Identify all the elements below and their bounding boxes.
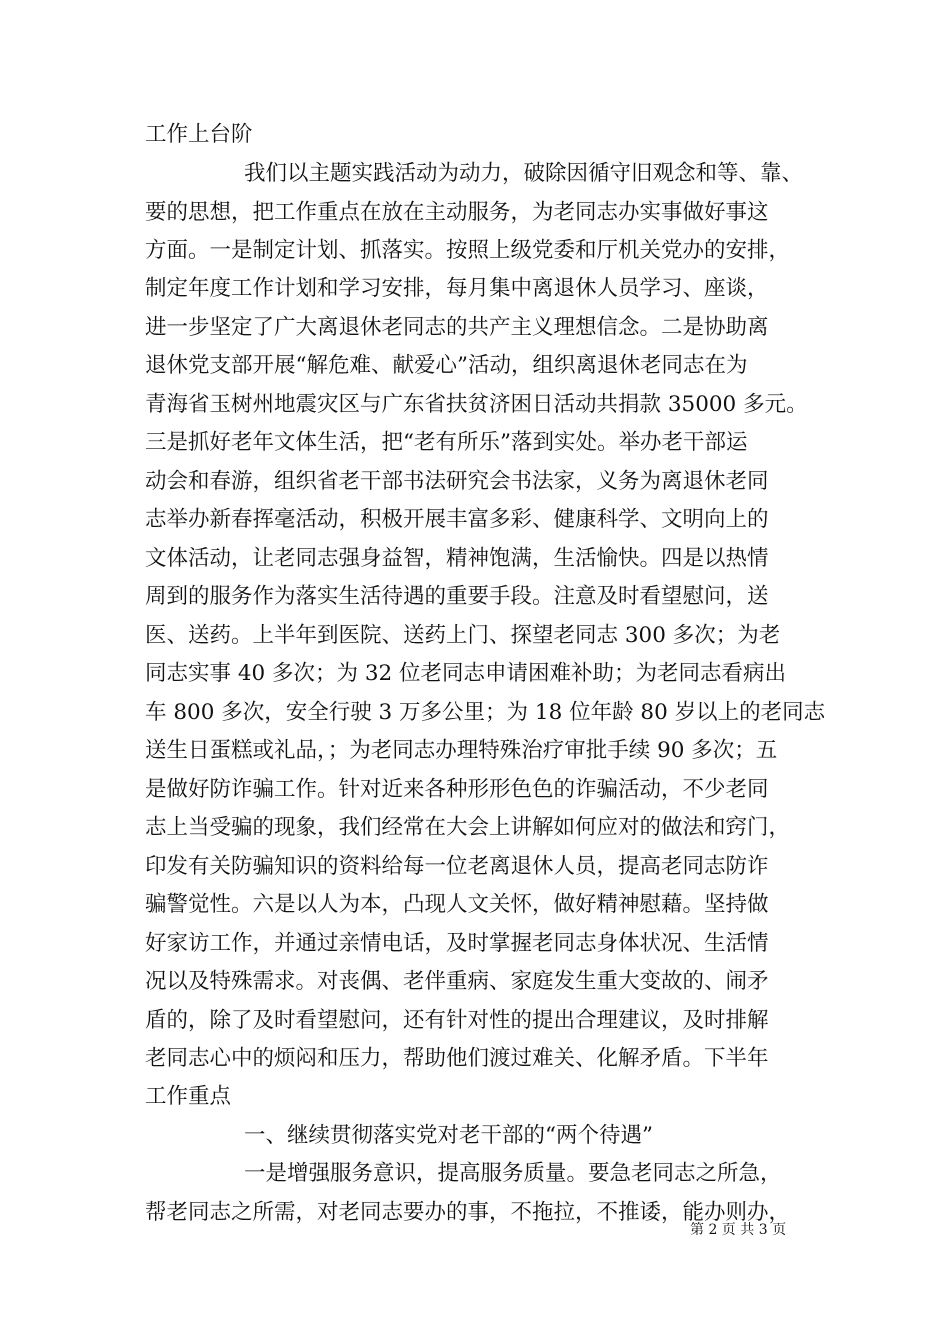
page-number-footer: 第 2 页 共 3 页: [690, 1222, 787, 1238]
text-line: 一是增强服务意识，提高服务质量。要急老同志之所急，: [244, 1161, 782, 1186]
text-line: 文体活动，让老同志强身益智，精神饱满，生活愉快。四是以热情: [145, 546, 769, 571]
text-line: 工作上台阶: [145, 122, 253, 147]
text-line: 骗警觉性。六是以人为本，凸现人文关怀，做好精神慰藉。坚持做: [145, 892, 769, 917]
text-line: 医、送药。上半年到医院、送药上门、探望老同志 300 多次；为老: [145, 623, 781, 648]
text-line: 是做好防诈骗工作。针对近来各种形形色色的诈骗活动，不少老同: [145, 777, 769, 802]
text-line: 老同志心中的烦闷和压力，帮助他们渡过难关、化解矛盾。下半年: [145, 1046, 769, 1071]
text-line: 动会和春游，组织省老干部书法研究会书法家，义务为离退休老同: [145, 469, 769, 494]
text-line: 进一步坚定了广大离退休老同志的共产主义理想信念。二是协助离: [145, 315, 769, 340]
text-line: 制定年度工作计划和学习安排，每月集中离退休人员学习、座谈，: [145, 276, 769, 301]
text-line: 送生日蛋糕或礼品，；为老同志办理特殊治疗审批手续 90 多次；五: [145, 738, 778, 763]
text-line: 方面。一是制定计划、抓落实。按照上级党委和厅机关党办的安排，: [145, 238, 791, 263]
text-line: 印发有关防骗知识的资料给每一位老离退休人员，提高老同志防诈: [145, 854, 769, 879]
text-line: 要的思想，把工作重点在放在主动服务，为老同志办实事做好事这: [145, 200, 769, 225]
text-line: 一、继续贯彻落实党对老干部的“两个待遇”: [244, 1123, 653, 1148]
text-line: 青海省玉树州地震灾区与广东省扶贫济困日活动共捐款 35000 多元。: [145, 392, 808, 417]
text-line: 我们以主题实践活动为动力，破除因循守旧观念和等、靠、: [244, 161, 804, 186]
text-line: 盾的，除了及时看望慰问，还有针对性的提出合理建议，及时排解: [145, 1008, 769, 1033]
text-line: 退休党支部开展“解危难、献爱心”活动，组织离退休老同志在为: [145, 353, 748, 378]
text-line: 志上当受骗的现象，我们经常在大会上讲解如何应对的做法和窍门，: [145, 815, 791, 840]
text-line: 志举办新春挥毫活动，积极开展丰富多彩、健康科学、文明向上的: [145, 507, 769, 532]
text-line: 周到的服务作为落实生活待遇的重要手段。注意及时看望慰问，送: [145, 584, 769, 609]
text-line: 好家访工作，并通过亲情电话，及时掌握老同志身体状况、生活情: [145, 931, 769, 956]
text-line: 工作重点: [145, 1084, 232, 1109]
text-line: 车 800 多次，安全行驶 3 万多公里；为 18 位年龄 80 岁以上的老同志: [145, 700, 826, 725]
text-line: 同志实事 40 多次；为 32 位老同志申请困难补助；为老同志看病出: [145, 661, 787, 686]
text-line: 帮老同志之所需，对老同志要办的事，不拖拉，不推诿，能办则办，: [145, 1200, 791, 1225]
text-line: 况以及特殊需求。对丧偶、老伴重病、家庭发生重大变故的、闹矛: [145, 969, 769, 994]
text-line: 三是抓好老年文体生活，把“老有所乐”落到实处。举办老干部运: [145, 430, 748, 455]
